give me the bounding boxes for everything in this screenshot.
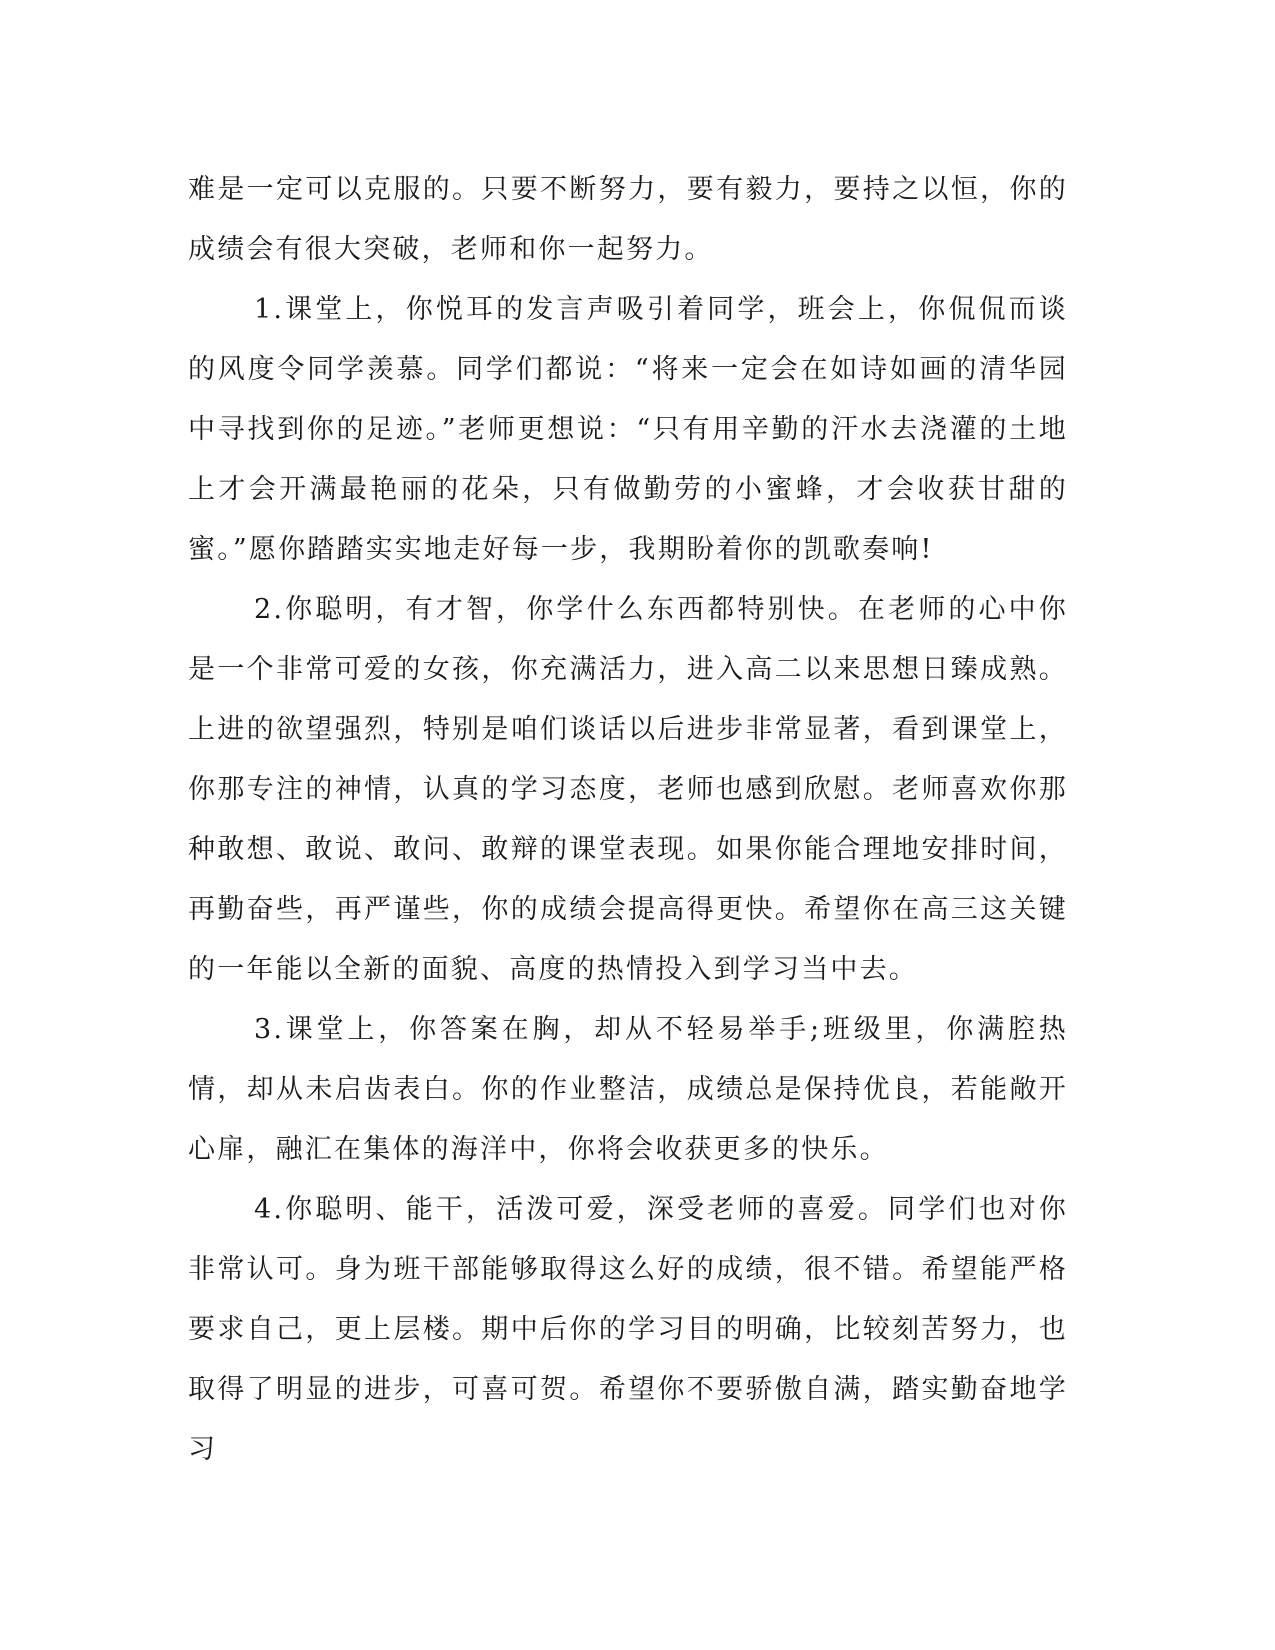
paragraph-comment-2: 2.你聪明，有才智，你学什么东西都特别快。在老师的心中你是一个非常可爱的女孩，你充满活力，进入高二以来思想日臻成熟。上进的欲望强烈，特别是咱们谈话以后进步非常显著，看到课堂上，你那专注的神情，认真的学习态度，老师也感到欣慰。老师喜欢你那种敢想、敢说、敢问、敢辩的课堂表现。如果你能合理地安排时间，再勤奋些，再严谨些，你的成绩会提高得更快。希望你在高三这关键的一年能以全新的面貌、高度的热情投入到学习当中去。: [188, 594, 1068, 985]
paragraph-continued: 难是一定可以克服的。只要不断努力，要有毅力，要持之以恒，你的成绩会有很大突破，老师和你一起努力。: [188, 174, 1068, 265]
paragraph-comment-3: 3.课堂上，你答案在胸，却从不轻易举手;班级里，你满腔热情，却从未启齿表白。你的作业整洁，成绩总是保持优良，若能敞开心扉，融汇在集体的海洋中，你将会收获更多的快乐。: [188, 1014, 1068, 1165]
paragraph-comment-1: 1.课堂上，你悦耳的发言声吸引着同学，班会上，你侃侃而谈的风度令同学羡慕。同学们都说：“将来一定会在如诗如画的清华园中寻找到你的足迹。”老师更想说：“只有用辛勤的汗水去浇灌的土地上才会开满最艳丽的花朵，只有做勤劳的小蜜蜂，才会收获甘甜的蜜。”愿你踏踏实实地走好每一步，我期盼着你的凯歌奏响!: [188, 294, 1068, 565]
paragraph-comment-4: 4.你聪明、能干，活泼可爱，深受老师的喜爱。同学们也对你非常认可。身为班干部能够取得这么好的成绩，很不错。希望能严格要求自己，更上层楼。期中后你的学习目的明确，比较刻苦努力，也取得了明显的进步，可喜可贺。希望你不要骄傲自满，踏实勤奋地学习: [188, 1194, 1068, 1465]
document-body: [188, 160, 1068, 1480]
